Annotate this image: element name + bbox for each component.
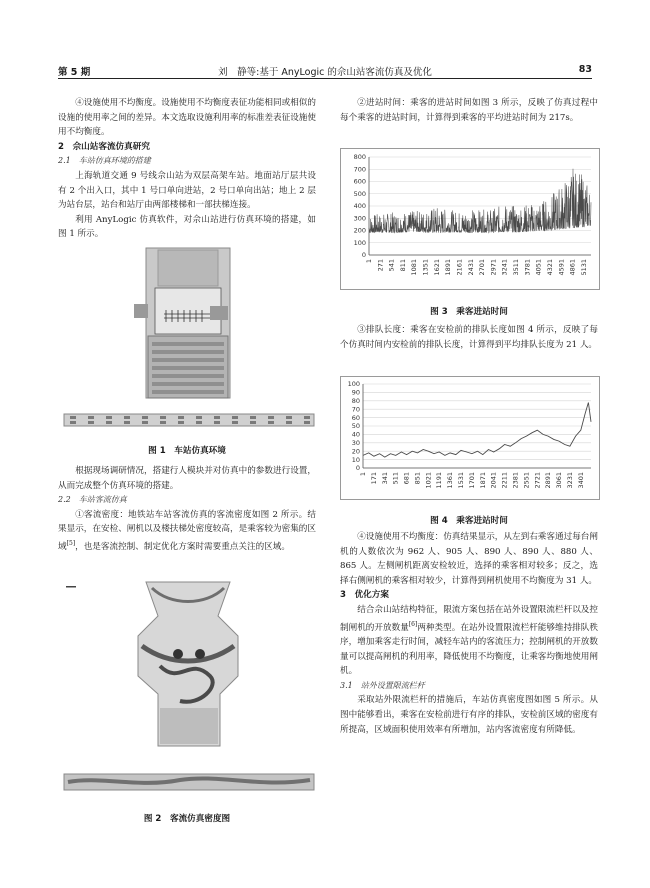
x-tick-label: 171 [369, 472, 378, 485]
side-room-left [134, 304, 148, 318]
y-tick-label: 100 [353, 238, 366, 247]
x-tick-label: 3401 [576, 472, 585, 489]
figure-4-caption: 图 4 乘客进站时间 [430, 516, 508, 526]
running-title: 刘 静等:基于 AnyLogic 的佘山站客流仿真及优化 [218, 67, 432, 78]
x-tick-label: 681 [402, 472, 411, 485]
paragraph: ④设施使用不均衡度：仿真结果显示，从左到右乘客通过每台闸机的人数依次为 962 人、905 人、890 人、890 人、880 人、865 人。左侧闸机距离安检较近，选择的乘客相对较多；反之，选择右侧闸机的乘客相对较少，计算得到闸机使用不均衡度为 31 人。 [340, 532, 598, 586]
paragraph: 根据现场调研情况，搭建行人模块并对仿真中的参数进行设置，从而完成整个仿真环境的搭建。 [58, 466, 316, 491]
scale-bar [66, 586, 76, 588]
density-hotspot [173, 649, 183, 659]
x-tick-label: 2551 [522, 472, 531, 489]
x-tick-label: 2891 [544, 472, 553, 489]
subsection-heading: 2.1 车站仿真环境的搭建 [58, 156, 151, 166]
paragraph: ④设施使用不均衡度。设施使用不均衡度表征功能相同或相似的设施的使用率之间的差异。本文选取设施利用率的标准差表征设施使用不均衡度。 [58, 98, 316, 138]
x-tick-label: 2161 [455, 259, 464, 276]
page-number: 83 [578, 64, 592, 75]
figure-2-caption: 图 2 客流仿真密度图 [143, 814, 231, 824]
y-tick-label: 80 [351, 397, 360, 405]
paragraph: 利用 AnyLogic 仿真软件，对佘山站进行仿真环境的搭建，如图 1 所示。 [58, 214, 316, 240]
y-tick-label: 20 [351, 447, 360, 456]
y-tick-label: 600 [353, 177, 366, 186]
y-tick-label: 70 [351, 405, 360, 414]
series-line [369, 169, 591, 233]
x-tick-label: 1 [365, 259, 373, 264]
x-tick-label: 1 [359, 472, 367, 477]
y-tick-label: 10 [351, 455, 360, 464]
y-tick-label: 100 [347, 380, 360, 389]
left-column-middle [58, 464, 316, 554]
x-tick-label: 271 [376, 259, 385, 272]
y-tick-label: 500 [353, 189, 366, 198]
y-tick-label: 60 [351, 413, 360, 422]
y-tick-label: 800 [353, 153, 366, 162]
x-tick-label: 511 [391, 472, 400, 485]
right-column-bottom [340, 530, 598, 737]
section-heading: 2 佘山站客流仿真研究 [58, 141, 150, 152]
figure-4-chart-frame [340, 376, 600, 500]
running-header [58, 62, 592, 79]
x-tick-label: 2971 [489, 259, 498, 276]
paragraph: 上海轨道交通 9 号线佘山站为双层高架车站。地面站厅层共设有 2 个出入口，其中 1 号口单向进站，2 号口单向出站；地上 2 层为站台层，站台和站厅由两部楼梯和一部扶梯连接。 [58, 170, 316, 211]
issue-label: 第 5 期 [58, 67, 91, 78]
x-tick-label: 1191 [435, 472, 444, 489]
x-tick-label: 2211 [500, 472, 509, 489]
x-tick-label: 2431 [466, 259, 475, 276]
x-tick-label: 4861 [568, 259, 577, 276]
paragraph-text: ①客流密度：地铁站车站客流仿真的客流密度如图 2 所示。结果显示，在安检、闸机以及楼扶梯处密度较高，是乘客较为密集的区域 [58, 509, 316, 552]
figure-2-density-map [60, 576, 318, 802]
y-tick-label: 30 [351, 439, 360, 447]
x-tick-label: 3231 [565, 472, 574, 489]
x-tick-label: 3061 [555, 472, 564, 489]
x-tick-label: 4321 [545, 259, 554, 276]
figure-3-caption: 图 3 乘客进站时间 [430, 307, 508, 317]
right-column-middle [340, 323, 598, 352]
left-column-top [58, 96, 316, 242]
subsection-heading: 3.1 站外设置限流栏杆 [340, 680, 425, 690]
x-tick-label: 1701 [467, 472, 476, 489]
paragraph-text: ，也是客流控制、制定优化方案时需要重点关注的区域。 [75, 541, 290, 552]
x-tick-label: 2701 [478, 259, 487, 276]
x-tick-label: 341 [380, 472, 389, 485]
section-heading: 3 优化方案 [340, 590, 389, 601]
y-tick-label: 0 [355, 464, 360, 473]
x-tick-label: 2381 [511, 472, 520, 489]
x-tick-label: 1891 [444, 259, 453, 276]
paragraph [340, 603, 598, 679]
y-tick-label: 0 [361, 251, 366, 260]
x-tick-label: 1081 [410, 259, 419, 276]
y-tick-label: 400 [353, 202, 366, 211]
x-tick-label: 3511 [512, 259, 521, 276]
x-tick-label: 541 [387, 259, 396, 272]
x-tick-label: 1621 [432, 259, 441, 276]
citation: [6] [408, 620, 418, 628]
x-tick-label: 4591 [557, 259, 566, 276]
y-tick-label: 50 [351, 422, 360, 431]
density-lower-area [160, 708, 218, 744]
paragraph: ③排队长度：乘客在安检前的排队长度如图 4 所示，反映了每个仿真时间内安检前的排队长度，计算得到平均排队长度为 21 人。 [340, 325, 598, 350]
platform-strip [64, 414, 314, 426]
entrance-hall [158, 250, 218, 286]
x-tick-label: 1351 [421, 259, 430, 276]
right-column-top [340, 96, 598, 125]
series-line [363, 403, 591, 458]
paragraph-text: 结合佘山站结构特征，限流方案包括在站外设置限流栏杆以及控制闸机的开放数量 [340, 604, 598, 633]
y-tick-label: 40 [351, 430, 360, 439]
x-tick-label: 5131 [579, 259, 588, 276]
x-tick-label: 2721 [533, 472, 542, 489]
paragraph: 采取站外限流栏杆的措施后，车站仿真密度图如图 5 所示。从图中能够看出，乘客在安检前进行有序的排队，安检前区域的密度有所提高，区域面积使用效率有所增加，站内客流密度有所降低。 [340, 695, 598, 735]
paragraph-text: 两种类型。在站外设置限流栏杆能够维持排队秩序，增加乘客走行时间，减轻车站内的客流压力；控制闸机的开放数量可以提高闸机的利用率，降低使用不均衡度，让乘客均衡地使用闸机。 [340, 622, 598, 677]
y-tick-label: 300 [353, 214, 366, 223]
x-tick-label: 1361 [446, 472, 455, 489]
paragraph [58, 508, 316, 555]
x-tick-label: 1531 [457, 472, 466, 489]
subsection-heading: 2.2 车站客流仿真 [58, 495, 127, 505]
x-tick-label: 1021 [424, 472, 433, 489]
figure-3-chart-frame [340, 148, 600, 290]
citation: [5] [66, 539, 76, 547]
figure-3-chart [341, 149, 597, 287]
x-tick-label: 3241 [500, 259, 509, 276]
x-tick-label: 3781 [523, 259, 532, 276]
paragraph: ②进站时间：乘客的进站时间如图 3 所示，反映了仿真过程中每个乘客的进站时间，计算得到乘客的平均进站时间为 217s。 [340, 98, 598, 123]
side-room-right [210, 306, 228, 320]
density-hotspot [195, 649, 205, 659]
x-tick-label: 1871 [478, 472, 487, 489]
figure-1-caption: 图 1 车站仿真环境 [148, 446, 226, 456]
x-tick-label: 811 [398, 259, 407, 272]
x-tick-label: 2041 [489, 472, 498, 489]
x-tick-label: 851 [413, 472, 422, 485]
figure-4-chart [341, 377, 597, 497]
x-tick-label: 4051 [534, 259, 543, 276]
y-tick-label: 700 [353, 165, 366, 174]
y-tick-label: 90 [351, 388, 360, 397]
y-tick-label: 200 [353, 226, 366, 235]
figure-1-station-environment [60, 244, 318, 434]
